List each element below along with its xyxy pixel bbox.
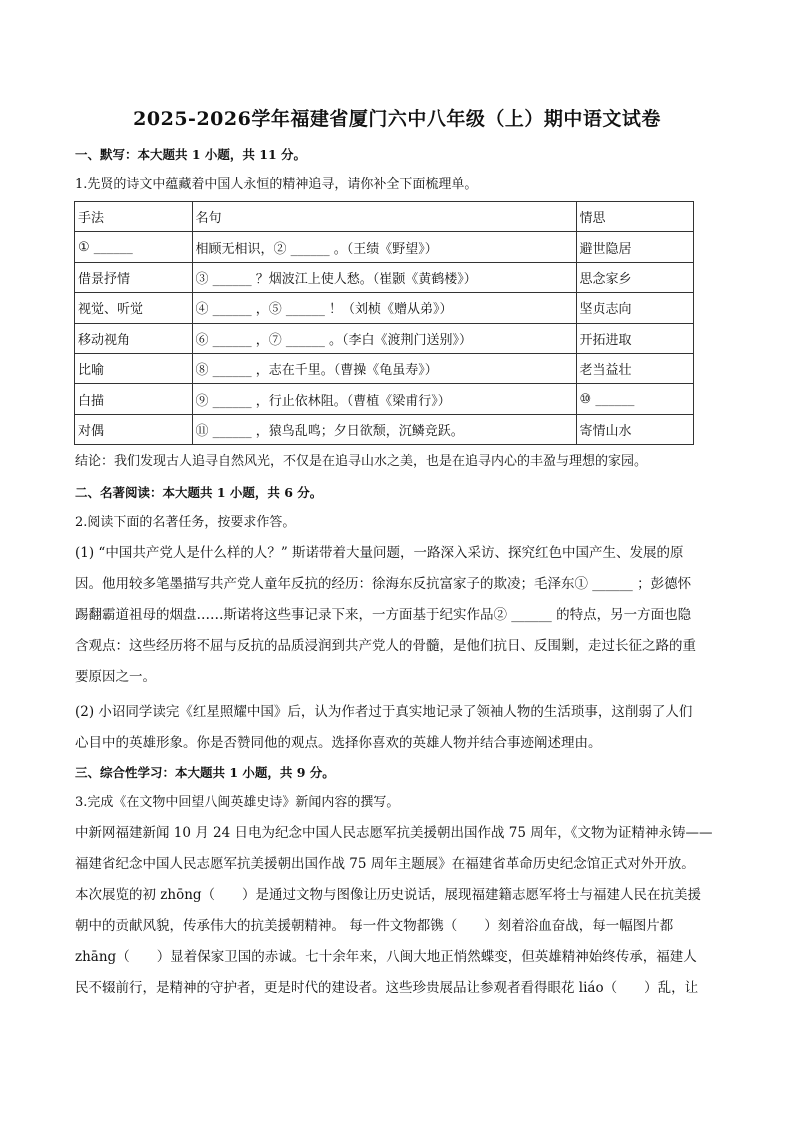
question-2-prompt: 2.阅读下面的名著任务，按要求作答。 [75, 515, 296, 530]
table-cell: ⑥ ______ ，⑦ ______ 。（李白《渡荆门送别》） [192, 323, 576, 353]
table-cell: 移动视角 [75, 323, 193, 353]
paragraph-line: 要原因之一。 [75, 669, 156, 685]
paragraph-line: zhāng（ ）显着保家卫国的赤诚。七十余年来，八闽大地正悄然蝶变，但英雄精神始终传承，福建人 [75, 949, 697, 965]
paragraph-line: (2) 小诏同学读完《红星照耀中国》后，认为作者过于真实地记录了领袖人物的生活琐事，这削弱了人们 [75, 704, 693, 720]
paragraph-line: 民不辍前行，是精神的守护者，更是时代的建设者。这些珍贵展品让参观者看得眼花 liáo（ ）乱，让 [75, 980, 699, 996]
paragraph-line: 踢翻霸道祖母的烟盘……斯诺将这些事记录下来，一方面基于纪实作品② ______ 的特点，另一方面也隐 [75, 607, 692, 623]
table-cell: 寄情山水 [576, 414, 693, 444]
paragraph-line: 朝中的贡献风貌，传承伟大的抗美援朝精神。 每一件文物都镌（ ）刻着浴血奋战，每一幅图片都 [75, 918, 674, 934]
table-cell: ③ ______ ？烟波江上使人愁。（崔颢《黄鹤楼》） [192, 262, 576, 292]
section-3-heading: 三、综合性学习：本大题共 1 小题，共 9 分。 [75, 765, 335, 780]
section-2-heading: 二、名著阅读：本大题共 1 小题，共 6 分。 [75, 485, 323, 500]
table-cell: 比喻 [75, 353, 193, 383]
table-cell: 老当益壮 [576, 353, 693, 383]
paragraph-line: (1) “中国共产党人是什么样的人？” 斯诺带着大量问题，一路深入采访、探究红色中国产生、发展的原 [75, 545, 684, 561]
question-3-prompt: 3.完成《在文物中回望八闽英雄史诗》新闻内容的撰写。 [75, 795, 400, 810]
table-row [75, 384, 694, 414]
paragraph-line: 本次展览的初 zhōng（ ）是通过文物与图像让历史说话，展现福建籍志愿军将士与福建人民在抗美援 [75, 887, 702, 903]
table-header-row [75, 202, 694, 232]
table-cell: ⑨ ______ ，行止依林阻。（曹植《梁甫行》） [192, 384, 576, 414]
table-cell: 对偶 [75, 414, 193, 444]
table-cell: 借景抒情 [75, 262, 193, 292]
paragraph-line: 中新网福建新闻 10 月 24 日电为纪念中国人民志愿军抗美援朝出国作战 75 周年，《文物为证精神永铸—— [75, 825, 713, 841]
table-row [75, 232, 694, 262]
header-technique: 手法 [75, 202, 193, 232]
table-cell: 思念家乡 [576, 262, 693, 292]
table-cell: ① ______ [75, 232, 193, 262]
paragraph-line: 心目中的英雄形象。你是否赞同他的观点。选择你喜欢的英雄人物并结合事迹阐述理由。 [75, 735, 602, 751]
question-2-part-2 [75, 697, 717, 759]
table-row [75, 293, 694, 323]
paragraph-line: 含观点：这些经历将不屈与反抗的品质浸润到共产党人的骨髓，是他们抗日、反围剿，走过长征之路的重 [75, 638, 696, 654]
paragraph-line: 因。他用较多笔墨描写共产党人童年反抗的经历：徐海东反抗富家子的欺凌；毛泽东① ______ ；彭德怀 [75, 576, 692, 592]
table-row [75, 262, 694, 292]
news-passage [75, 818, 717, 1004]
table-cell: 白描 [75, 384, 193, 414]
table-row [75, 353, 694, 383]
table-cell: ⑪ ______ ，猿鸟乱鸣；夕日欲颓，沉鳞竞跃。 [192, 414, 576, 444]
header-famous-line: 名句 [192, 202, 576, 232]
review-table [74, 201, 694, 445]
table-row [75, 414, 694, 444]
table-cell: 开拓进取 [576, 323, 693, 353]
table-cell: 坚贞志向 [576, 293, 693, 323]
paragraph-line: 福建省纪念中国人民志愿军抗美援朝出国作战 75 周年主题展》在福建省革命历史纪念馆正式对外开放。 [75, 856, 695, 872]
table-cell: 避世隐居 [576, 232, 693, 262]
header-sentiment: 情思 [576, 202, 693, 232]
question-2-part-1 [75, 538, 717, 693]
question-1-prompt: 1.先贤的诗文中蕴藏着中国人永恒的精神追寻，请你补全下面梳理单。 [75, 177, 478, 192]
table-cell: 视觉、听觉 [75, 293, 193, 323]
table-cell: ④ ______ ，⑤ ______ ！（刘桢《赠从弟》） [192, 293, 576, 323]
table-row [75, 323, 694, 353]
table-cell: 相顾无相识，② ______ 。（王绩《野望》） [192, 232, 576, 262]
section-1-heading: 一、默写：本大题共 1 小题，共 11 分。 [75, 147, 307, 162]
table-cell: ⑩ ______ [576, 384, 693, 414]
conclusion-text: 结论：我们发现古人追寻自然风光，不仅是在追寻山水之美，也是在追寻内心的丰盈与理想的家园。 [75, 454, 648, 469]
exam-title: 2025-2026学年福建省厦门六中八年级（上）期中语文试卷 [133, 108, 661, 130]
table-cell: ⑧ ______ ，志在千里。（曹操《龟虽寿》） [192, 353, 576, 383]
